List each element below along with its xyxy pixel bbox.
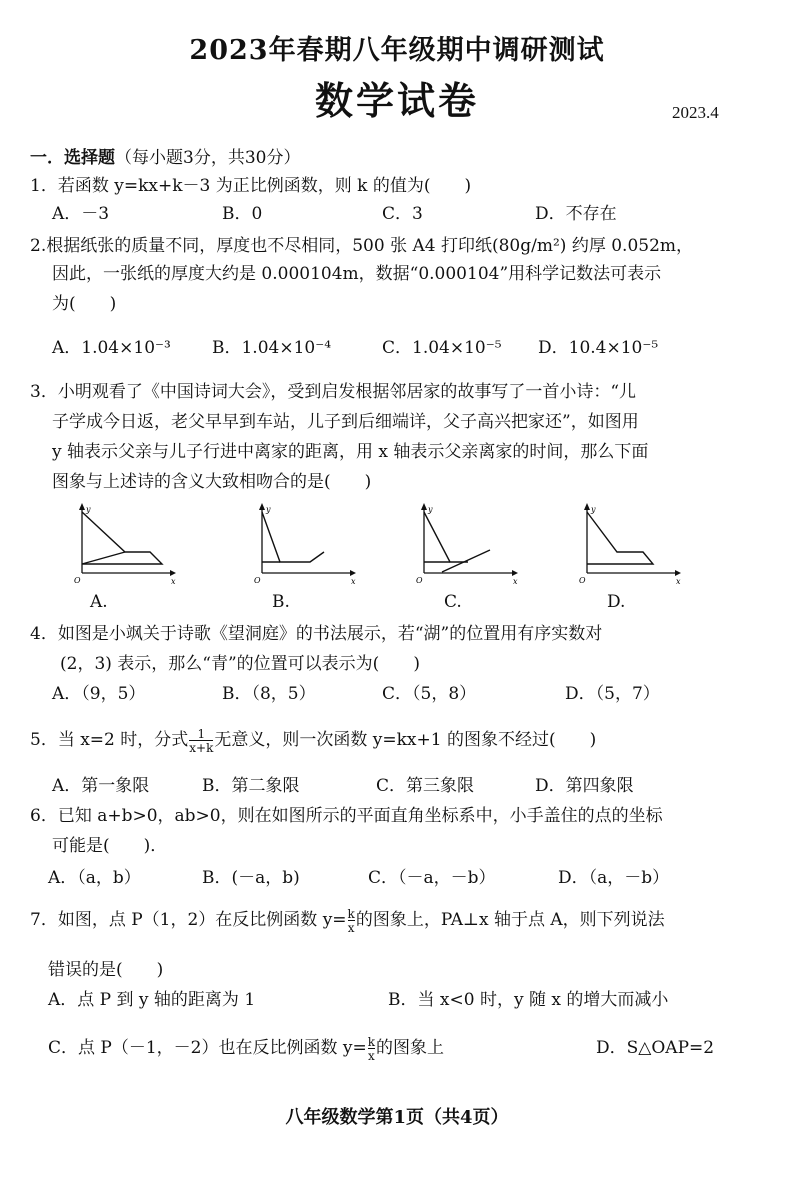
q7-option-c-pre: C．点 P（－1，－2）也在反比例函数 y= (48, 1038, 367, 1058)
exam-date: 2023.4 (672, 103, 719, 122)
q7-option-c (48, 1030, 444, 1066)
page-footer: 八年级数学第1页（共4页） (285, 1107, 509, 1128)
q3-graph-d-origin: O (579, 576, 586, 585)
q7-fraction-denominator: x (347, 920, 355, 935)
q1-option-d: D．不存在 (535, 204, 617, 224)
q5-option-c: C．第三象限 (376, 776, 475, 796)
q3-graph-a-x-axis-label: x (171, 577, 176, 585)
q7-option-d: D．S△OAP=2 (596, 1038, 715, 1058)
q3-stem-line1: 3．小明观看了《中国诗词大会》，受到启发根据邻居家的故事写了一首小诗：“儿 (30, 382, 637, 402)
q7-option-c-fraction (368, 1036, 375, 1062)
q2-option-a: A．1.04×10⁻³ (52, 338, 171, 358)
q7-fraction (348, 908, 355, 934)
exam-subtitle: 数学试卷 (314, 78, 479, 123)
q3-graph-a-label: A. (90, 592, 108, 612)
q5-option-b: B．第二象限 (202, 776, 300, 796)
q4-option-b: B．（8，5） (222, 684, 316, 704)
q3-graph-b-x-axis-label: x (351, 577, 356, 585)
q1-option-a: A．－3 (52, 204, 110, 224)
q4-option-c: C．（5，8） (382, 684, 477, 704)
q7-option-a: A．点 P 到 y 轴的距离为 1 (48, 990, 256, 1010)
q3-graph-b-y-axis-label: y (266, 505, 271, 514)
q7-option-c-post: 的图象上 (376, 1038, 445, 1058)
q5-stem (30, 726, 596, 754)
q3-stem-line3: y 轴表示父亲与儿子行进中离家的距离，用 x 轴表示父亲离家的时间，那么下面 (52, 442, 649, 462)
q3-stem-line4: 图象与上述诗的含义大致相吻合的是( ) (52, 472, 372, 492)
q3-graph-d-x-axis-label: x (676, 577, 681, 585)
q6-option-a: A．（a，b） (48, 868, 141, 888)
q7-option-c-fraction-denominator: x (367, 1048, 375, 1063)
q6-stem-line1: 6．已知 a+b>0，ab>0，则在如图所示的平面直角坐标系中，小手盖住的点的坐标 (30, 806, 663, 826)
q2-option-c: C．1.04×10⁻⁵ (382, 338, 502, 358)
q1-stem: 1．若函数 y=kx+k－3 为正比例函数，则 k 的值为( ) (30, 176, 472, 196)
q7-option-b: B．当 x<0 时，y 随 x 的增大而减小 (388, 990, 669, 1010)
q5-fraction (189, 728, 213, 754)
q2-stem-line2: 因此，一张纸的厚度大约是 0.000104m，数据“0.000104”用科学记数法可表示 (52, 264, 662, 284)
q3-graph-b-label: B. (272, 592, 290, 612)
q3-stem-line2: 子学成今日返，老父早早到车站，儿子到后细端详，父子高兴把家还”，如图用 (52, 412, 639, 432)
q6-option-c: C．（－a，－b） (368, 868, 496, 888)
q3-graph-c-origin: O (416, 576, 423, 585)
q7-stem (30, 902, 665, 938)
q4-stem-line1: 4．如图是小飒关于诗歌《望洞庭》的书法展示，若“湖”的位置用有序实数对 (30, 624, 603, 644)
section-note: （每小题3分，共30分） (115, 148, 301, 168)
q3-graph-a (70, 500, 180, 585)
exam-title: 2023年春期八年级期中调研测试 (189, 35, 605, 66)
q1-option-c: C．3 (382, 204, 423, 224)
q2-option-b: B．1.04×10⁻⁴ (212, 338, 332, 358)
q3-graph-b (250, 500, 360, 585)
q7-option-c-fraction-numerator: k (367, 1034, 376, 1049)
q3-graph-d (575, 500, 685, 585)
q7-stem-line2: 错误的是( ) (48, 960, 164, 980)
q4-option-d: D．（5，7） (565, 684, 660, 704)
q5-stem-pre: 5．当 x=2 时，分式 (30, 730, 189, 750)
q7-stem-pre: 7．如图，点 P（1，2）在反比例函数 y= (30, 910, 347, 930)
q3-graph-b-origin: O (254, 576, 261, 585)
q5-fraction-denominator: x+k (189, 740, 214, 755)
q3-graph-c-label: C. (444, 592, 462, 612)
q3-graph-d-label: D. (607, 592, 626, 612)
q3-graph-c (412, 500, 522, 585)
q3-graph-d-y-axis-label: y (591, 505, 596, 514)
q5-option-d: D．第四象限 (535, 776, 634, 796)
q1-option-b: B．0 (222, 204, 263, 224)
q7-fraction-numerator: k (347, 906, 355, 921)
q4-stem-line2: (2，3) 表示，那么“青”的位置可以表示为( ) (60, 654, 420, 674)
q3-graph-a-origin: O (74, 576, 81, 585)
q2-stem-line3: 为( ) (52, 294, 117, 314)
section-heading (30, 150, 300, 167)
section-label: 一．选择题 (30, 148, 115, 168)
q2-option-d: D．10.4×10⁻⁵ (538, 338, 659, 358)
q7-stem-post: 的图象上，PA⊥x 轴于点 A，则下列说法 (355, 910, 665, 930)
q6-option-b: B．(－a，b) (202, 868, 300, 888)
q6-option-d: D．（a，－b） (558, 868, 670, 888)
q4-option-a: A．（9，5） (52, 684, 146, 704)
q3-graph-c-x-axis-label: x (513, 577, 518, 585)
q6-stem-line2: 可能是( )． (52, 836, 168, 856)
q3-graph-c-y-axis-label: y (428, 505, 433, 514)
q5-fraction-numerator: 1 (197, 726, 206, 741)
q5-option-a: A．第一象限 (52, 776, 150, 796)
q3-graph-a-y-axis-label: y (86, 505, 91, 514)
q5-stem-post: 无意义，则一次函数 y=kx+1 的图象不经过( ) (214, 730, 597, 750)
q2-stem-line1: 2.根据纸张的质量不同，厚度也不尽相同，500 张 A4 打印纸(80g/m²) 约厚 0.052m， (30, 236, 694, 256)
